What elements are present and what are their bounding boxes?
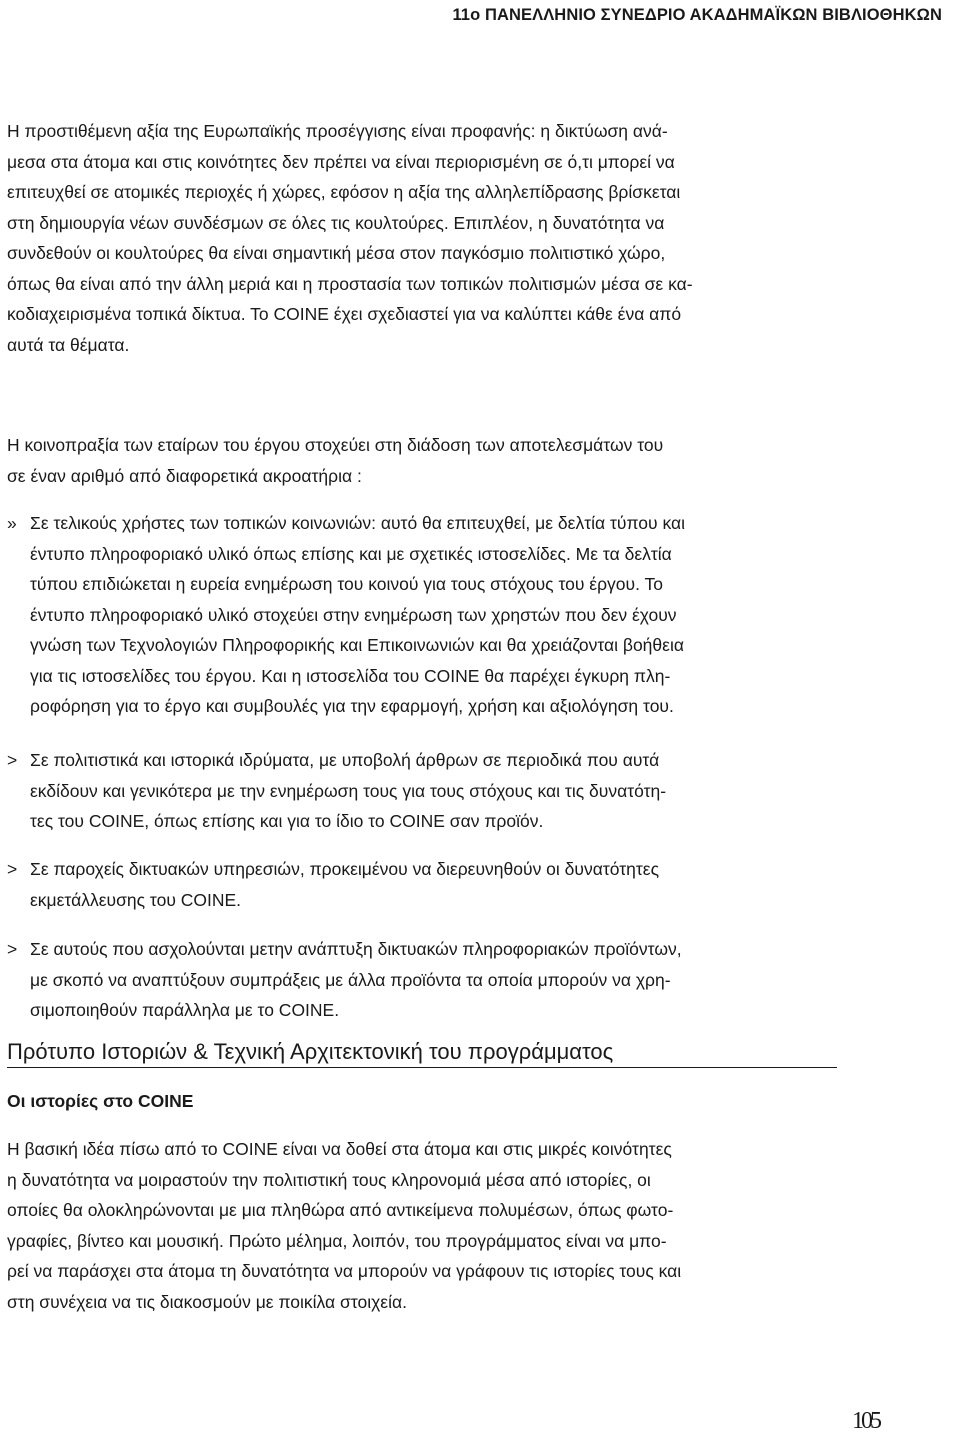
- list-item-line: έντυπο πληροφοριακό υλικό όπως επίσης και με σχετικές ιστοσελίδες. Με τα δελτία: [30, 543, 672, 564]
- list-item-line: τύπου επιδιώκεται η ευρεία ενημέρωση του κοινού για τους στόχους του έργου. Το: [30, 574, 664, 594]
- section-underline: [7, 1067, 837, 1068]
- list-item-line: Σε παροχείς δικτυακών υπηρεσιών, προκειμένου να διερευνηθούν οι δυνατότητες: [30, 859, 660, 879]
- paragraph-line: γραφίες, βίντεο και μουσική. Πρώτο μέλημα, λοιπόν, του προγράμματος είναι να μπο-: [7, 1230, 667, 1251]
- paragraph-line: ρεί να παράσχει στα άτομα τη δυνατότητα να μπορούν να γράφουν τις ιστορίες τους και: [7, 1261, 682, 1281]
- list-item-line: Σε πολιτιστικά και ιστορικά ιδρύματα, με υποβολή άρθρων σε περιοδικά που αυτά: [30, 750, 660, 770]
- list-item-line: Σε αυτούς που ασχολούνται μετην ανάπτυξη δικτυακών πληροφοριακών προϊόντων,: [30, 939, 682, 959]
- stories-paragraph: [7, 1134, 681, 1317]
- list-marker: >: [7, 750, 18, 770]
- paragraph-line: επιτευχθεί σε ατομικές περιοχές ή χώρες, εφόσον η αξία της αλληλεπίδρασης βρίσκεται: [7, 182, 681, 202]
- paragraph-line: η δυνατότητα να μοιραστούν την πολιτιστική τους κληρονομιά μέσα από ιστορίες, οι: [7, 1169, 651, 1190]
- paragraph-line: στη συνέχεια να τις διακοσμούν με ποικίλα στοιχεία.: [7, 1291, 407, 1312]
- paragraph-line: Η βασική ιδέα πίσω από το COINE είναι να δοθεί στα άτομα και στις μικρές κοινότητες: [7, 1139, 672, 1159]
- paragraph-line: κοδιαχειρισμένα τοπικά δίκτυα. Το COINE έχει σχεδιαστεί για να καλύπτει κάθε ένα από: [7, 304, 682, 324]
- list-marker: >: [7, 939, 18, 959]
- list-item-line: γνώση των Τεχνολογιών Πληροφορικής και Επικοινωνιών και θα χρειάζονται βοήθεια: [30, 635, 684, 655]
- paragraph-line: όπως θα είναι από την άλλη μεριά και η προστασία των τοπικών πολιτισμών μέσα σε κα-: [7, 273, 693, 294]
- paragraph-line: Η προστιθέμενη αξία της Ευρωπαϊκής προσέγγισης είναι προφανής: η δικτύωση ανά-: [7, 121, 668, 141]
- list-marker: >: [7, 859, 18, 879]
- list-marker: »: [7, 513, 17, 533]
- paragraph-line: στη δημιουργία νέων συνδέσμων σε όλες τις κουλτούρες. Επιπλέον, η δυνατότητα να: [7, 212, 665, 233]
- page-number: 105: [852, 1408, 879, 1434]
- list-item-line: με σκοπό να αναπτύξουν συμπράξεις με άλλα προϊόντα τα οποία μπορούν να χρη-: [30, 969, 671, 990]
- subsection-heading: Οι ιστορίες στο COINE: [7, 1091, 194, 1111]
- paragraph-line: μεσα στα άτομα και στις κοινότητες δεν πρέπει να είναι περιορισμένη σε ό,τι μπορεί να: [7, 151, 675, 172]
- list-item-line: εκμετάλλευσης του COINE.: [30, 889, 242, 910]
- list-item-line: σιμοποιηθούν παράλληλα με το COINE.: [30, 1000, 340, 1020]
- paragraph-line: σε έναν αριθμό από διαφορετικά ακροατήρια :: [7, 465, 362, 486]
- intro-paragraph: [7, 116, 693, 360]
- paragraph-line: οποίες θα ολοκληρώνονται με μια πληθώρα από αντικείμενα πολυμέσων, όπως φωτο-: [7, 1200, 674, 1220]
- list-item-line: τες του COINE, όπως επίσης και για το ίδιο το COINE σαν προϊόν.: [30, 811, 544, 831]
- list-item-line: εκδίδουν και γενικότερα με την ενημέρωση τους για τους στόχους και τις δυνατότη-: [30, 780, 667, 801]
- list-item-line: για τις ιστοσελίδες του έργου. Και η ιστοσελίδα του COINE θα παρέχει έγκυρη πλη-: [30, 665, 671, 686]
- consortium-paragraph: [7, 430, 663, 491]
- list-item-line: έντυπο πληροφοριακό υλικό στοχεύει στην ενημέρωση των χρηστών που δεν έχουν: [30, 604, 677, 625]
- section-heading: Πρότυπο Ιστοριών & Τεχνική Αρχιτεκτονική του προγράμματος: [7, 1039, 614, 1064]
- running-header: 11ο ΠΑΝΕΛΛΗΝΙΟ ΣΥΝΕΔΡΙΟ ΑΚΑΔΗΜΑΪΚΩΝ ΒΙΒΛΙΟΘΗΚΩΝ: [452, 6, 942, 24]
- paragraph-line: συνδεθούν οι κουλτούρες θα είναι σημαντική μέσα στον παγκόσμιο πολιτιστικό χώρο,: [7, 243, 666, 263]
- paragraph-line: Η κοινοπραξία των εταίρων του έργου στοχεύει στη διάδοση των αποτελεσμάτων του: [7, 435, 664, 455]
- list-item-line: ροφόρηση για το έργο και συμβουλές για την εφαρμογή, χρήση και αξιολόγηση του.: [30, 696, 674, 716]
- list-item-line: Σε τελικούς χρήστες των τοπικών κοινωνιών: αυτό θα επιτευχθεί, με δελτία τύπου και: [30, 513, 685, 533]
- paragraph-line: αυτά τα θέματα.: [7, 334, 130, 355]
